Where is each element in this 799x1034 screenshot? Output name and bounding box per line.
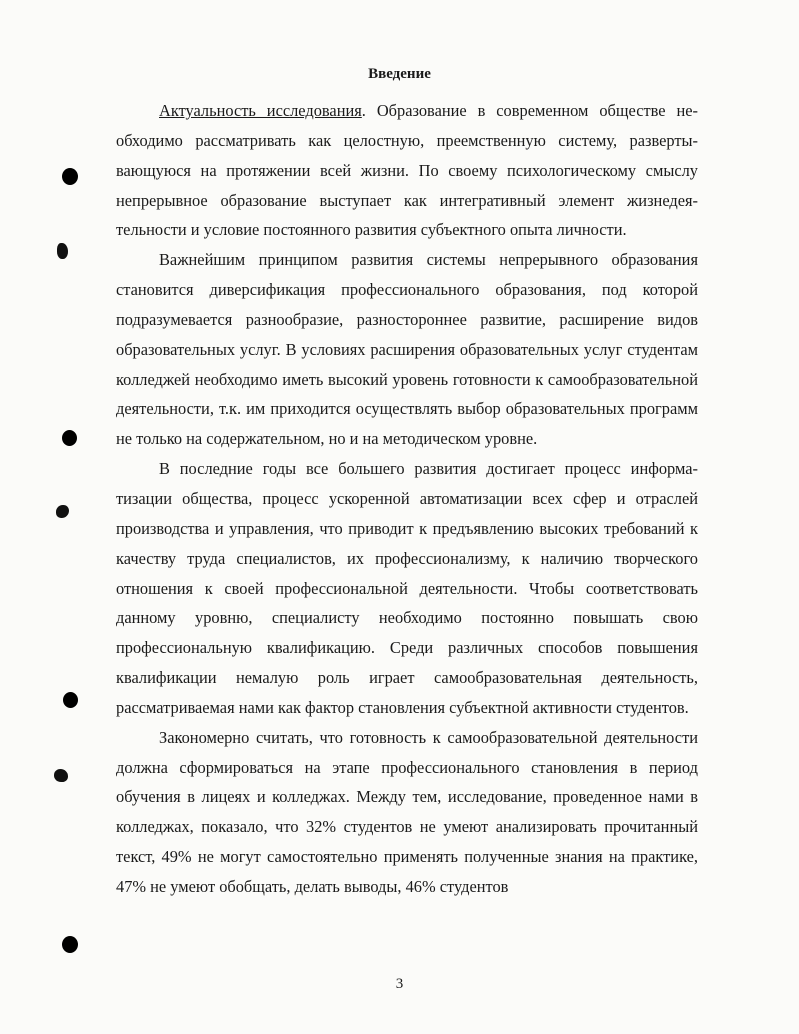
paragraph-intro bbox=[116, 96, 698, 245]
relevance-heading: Актуальность исследования bbox=[159, 101, 362, 120]
intro-text: . Образование в современном обществе необходимо рассматривать как целостную, преемственную систему, развертывающуюся на протяжении всей жизни. По своему психологическому смыслу непрерывное образование выступает как интегративный элемент жизнедеятельности и условие постоянного развития субъектного опыта личности. bbox=[116, 101, 698, 240]
paragraph-2: Важнейшим принципом развития системы непрерывного образования становится диверсификация профессионального образования, под которой подразумевается разнообразие, разностороннее развитие, расширение видов образовательных услуг. В условиях расширения образовательных услуг студентам колледжей необходимо иметь высокий уровень готовности к самообразовательной деятельности, т.к. им приходится осуществлять выбор образовательных программ не только на содержательном, но и на методическом уровне. bbox=[116, 250, 698, 449]
scan-blot-3 bbox=[54, 769, 68, 782]
punch-hole-4 bbox=[62, 936, 78, 953]
punch-hole-2 bbox=[62, 430, 77, 446]
body-text bbox=[116, 96, 698, 902]
section-title: Введение bbox=[368, 66, 431, 82]
scan-blot-2 bbox=[56, 505, 69, 518]
paragraph-4: Закономерно считать, что готовность к самообразовательной деятельности должна сформироваться на этапе профессионального становления в период обучения в лицеях и колледжах. Между тем, исследование, проведенное нами в колледжах, показало, что 32% студентов не умеют анализировать прочитанный текст, 49% не могут самостоятельно применять полученные знания на практике, 47% не умеют обобщать, делать выводы, 46% студентов bbox=[116, 727, 698, 896]
scan-blot-1 bbox=[57, 243, 68, 259]
page-number: 3 bbox=[395, 976, 404, 992]
paragraph-3: В последние годы все большего развития достигает процесс информатизации общества, процесс ускоренной автоматизации всех сфер и отраслей производства и управления, что приводит к предъявлению высоких требований к качеству труда специалистов, их профессионализму, к наличию творческого отношения к своей профессиональной деятельности. Чтобы соответствовать данному уровню, специалисту необходимо постоянно повышать свою профессиональную квалификацию. Среди различных способов повышения квалификации немалую роль играет самообразовательная деятельность, рассматриваемая нами как фактор становления субъектной активности студентов. bbox=[116, 459, 698, 717]
punch-hole-1 bbox=[62, 168, 78, 185]
punch-hole-3 bbox=[63, 692, 78, 708]
